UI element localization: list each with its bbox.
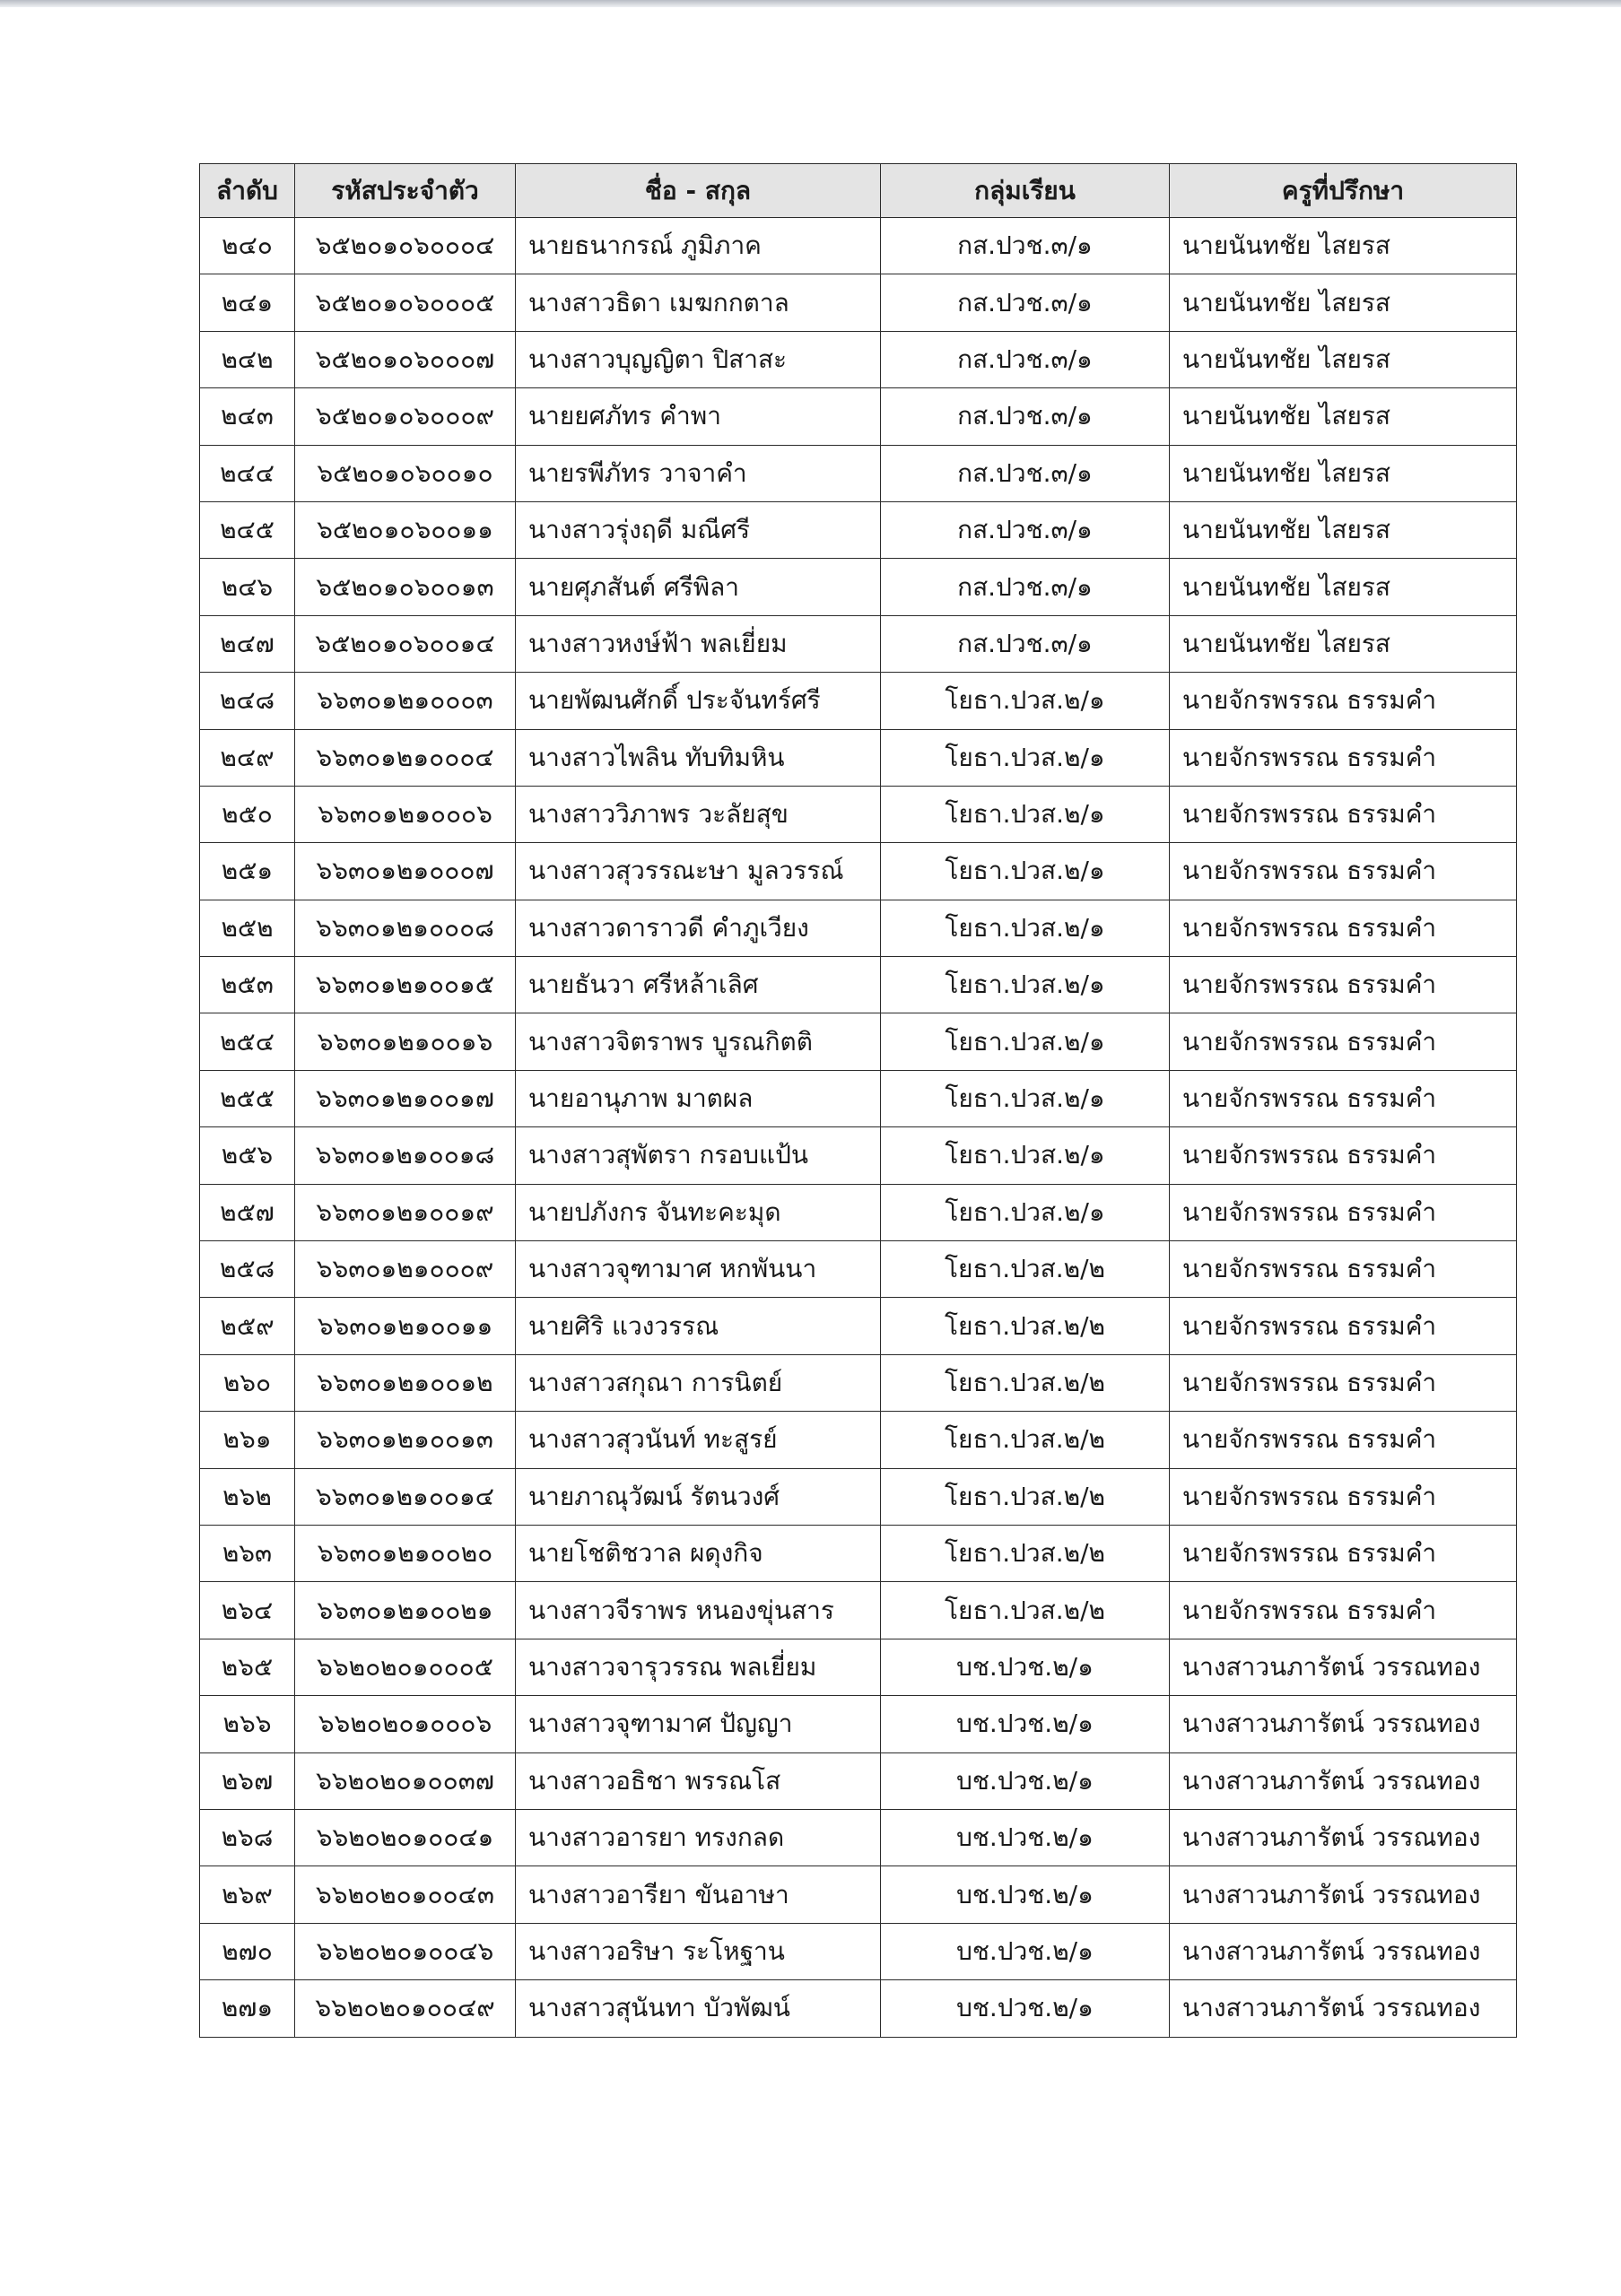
student-name-cell: นางสาวจีราพร หนองขุ่นสาร <box>516 1582 881 1639</box>
student-name-cell: นายยศภัทร คำพา <box>516 388 881 445</box>
scan-edge <box>0 0 1621 7</box>
class-group-cell: โยธา.ปวส.๒/๑ <box>881 900 1170 956</box>
student-id-cell: ๖๖๓๐๑๒๑๐๐๒๑ <box>295 1582 516 1639</box>
order-cell: ๒๕๙ <box>200 1298 295 1354</box>
student-id-cell: ๖๖๓๐๑๒๑๐๐๐๓ <box>295 673 516 729</box>
order-cell: ๒๔๓ <box>200 388 295 445</box>
order-cell: ๒๖๒ <box>200 1468 295 1525</box>
order-cell: ๒๔๑ <box>200 274 295 331</box>
class-group-cell: โยธา.ปวส.๒/๒ <box>881 1298 1170 1354</box>
header-class-group: กลุ่มเรียน <box>881 164 1170 218</box>
order-cell: ๒๔๐ <box>200 218 295 274</box>
class-group-cell: บช.ปวช.๒/๑ <box>881 1923 1170 1979</box>
class-group-cell: โยธา.ปวส.๒/๒ <box>881 1582 1170 1639</box>
student-name-cell: นางสาวหงษ์ฟ้า พลเยี่ยม <box>516 615 881 672</box>
advisor-cell: นายนันทชัย ไสยรส <box>1170 445 1517 501</box>
student-name-cell: นางสาวสุพัตรา กรอบแป้น <box>516 1127 881 1184</box>
student-name-cell: นายภาณุวัฒน์ รัตนวงศ์ <box>516 1468 881 1525</box>
order-cell: ๒๔๕ <box>200 501 295 558</box>
order-cell: ๒๔๘ <box>200 673 295 729</box>
advisor-cell: นายจักรพรรณ ธรรมคำ <box>1170 957 1517 1013</box>
student-id-cell: ๖๕๒๐๑๐๖๐๐๑๔ <box>295 615 516 672</box>
advisor-cell: นายจักรพรรณ ธรรมคำ <box>1170 786 1517 842</box>
student-id-cell: ๖๖๒๐๒๐๑๐๐๔๑ <box>295 1809 516 1866</box>
order-cell: ๒๖๕ <box>200 1639 295 1695</box>
student-name-cell: นายโชติชวาล ผดุงกิจ <box>516 1525 881 1581</box>
order-cell: ๒๕๓ <box>200 957 295 1013</box>
table-row <box>200 1184 1517 1240</box>
class-group-cell: โยธา.ปวส.๒/๑ <box>881 786 1170 842</box>
table-row <box>200 615 1517 672</box>
class-group-cell: โยธา.ปวส.๒/๑ <box>881 1184 1170 1240</box>
order-cell: ๒๕๑ <box>200 843 295 900</box>
student-name-cell: นางสาวจุฑามาศ หกพันนา <box>516 1241 881 1298</box>
class-group-cell: บช.ปวช.๒/๑ <box>881 1980 1170 2037</box>
table-row <box>200 1582 1517 1639</box>
advisor-cell: นายจักรพรรณ ธรรมคำ <box>1170 1070 1517 1126</box>
student-name-cell: นายปภังกร จันทะคะมุด <box>516 1184 881 1240</box>
advisor-cell: นายจักรพรรณ ธรรมคำ <box>1170 1525 1517 1581</box>
document-page <box>199 163 1516 2038</box>
class-group-cell: กส.ปวช.๓/๑ <box>881 331 1170 387</box>
advisor-cell: นายจักรพรรณ ธรรมคำ <box>1170 1468 1517 1525</box>
table-row <box>200 1866 1517 1923</box>
header-order: ลำดับ <box>200 164 295 218</box>
order-cell: ๒๖๐ <box>200 1354 295 1411</box>
table-row <box>200 1923 1517 1979</box>
student-id-cell: ๖๖๓๐๑๒๑๐๐๑๓ <box>295 1412 516 1468</box>
order-cell: ๒๖๖ <box>200 1696 295 1752</box>
student-name-cell: นางสาวอารียา ขันอาษา <box>516 1866 881 1923</box>
order-cell: ๒๕๐ <box>200 786 295 842</box>
student-id-cell: ๖๖๒๐๒๐๑๐๐๐๕ <box>295 1639 516 1695</box>
table-row <box>200 673 1517 729</box>
order-cell: ๒๖๗ <box>200 1752 295 1809</box>
table-row <box>200 843 1517 900</box>
advisor-cell: นายจักรพรรณ ธรรมคำ <box>1170 1298 1517 1354</box>
student-id-cell: ๖๖๓๐๑๒๑๐๐๑๔ <box>295 1468 516 1525</box>
student-name-cell: นางสาวอริษา ระโหฐาน <box>516 1923 881 1979</box>
class-group-cell: โยธา.ปวส.๒/๒ <box>881 1241 1170 1298</box>
table-row <box>200 331 1517 387</box>
class-group-cell: กส.ปวช.๓/๑ <box>881 615 1170 672</box>
order-cell: ๒๔๔ <box>200 445 295 501</box>
order-cell: ๒๕๒ <box>200 900 295 956</box>
student-name-cell: นางสาวอารยา ทรงกลด <box>516 1809 881 1866</box>
student-name-cell: นางสาวอธิชา พรรณโส <box>516 1752 881 1809</box>
table-row <box>200 1354 1517 1411</box>
advisor-cell: นางสาวนภารัตน์ วรรณทอง <box>1170 1809 1517 1866</box>
student-name-cell: นางสาวสกุณา การนิตย์ <box>516 1354 881 1411</box>
student-id-cell: ๖๖๓๐๑๒๑๐๐๒๐ <box>295 1525 516 1581</box>
table-row <box>200 786 1517 842</box>
class-group-cell: บช.ปวช.๒/๑ <box>881 1752 1170 1809</box>
order-cell: ๒๕๖ <box>200 1127 295 1184</box>
class-group-cell: โยธา.ปวส.๒/๑ <box>881 1127 1170 1184</box>
table-row <box>200 1127 1517 1184</box>
student-name-cell: นางสาวจุฑามาศ ปัญญา <box>516 1696 881 1752</box>
table-header-row <box>200 164 1517 218</box>
advisor-cell: นายนันทชัย ไสยรส <box>1170 331 1517 387</box>
advisor-cell: นายนันทชัย ไสยรส <box>1170 388 1517 445</box>
order-cell: ๒๔๗ <box>200 615 295 672</box>
advisor-cell: นายนันทชัย ไสยรส <box>1170 274 1517 331</box>
advisor-cell: นางสาวนภารัตน์ วรรณทอง <box>1170 1980 1517 2037</box>
class-group-cell: โยธา.ปวส.๒/๑ <box>881 843 1170 900</box>
advisor-cell: นายจักรพรรณ ธรรมคำ <box>1170 1184 1517 1240</box>
table-row <box>200 1525 1517 1581</box>
advisor-cell: นายนันทชัย ไสยรส <box>1170 559 1517 615</box>
student-id-cell: ๖๖๓๐๑๒๑๐๐๐๔ <box>295 729 516 786</box>
order-cell: ๒๖๑ <box>200 1412 295 1468</box>
student-name-cell: นายศุภสันต์ ศรีพิลา <box>516 559 881 615</box>
student-id-cell: ๖๖๒๐๒๐๑๐๐๔๖ <box>295 1923 516 1979</box>
order-cell: ๒๗๐ <box>200 1923 295 1979</box>
student-id-cell: ๖๖๒๐๒๐๑๐๐๔๙ <box>295 1980 516 2037</box>
student-id-cell: ๖๖๓๐๑๒๑๐๐๑๘ <box>295 1127 516 1184</box>
student-id-cell: ๖๖๓๐๑๒๑๐๐๐๗ <box>295 843 516 900</box>
class-group-cell: กส.ปวช.๓/๑ <box>881 218 1170 274</box>
student-name-cell: นางสาววิภาพร วะลัยสุข <box>516 786 881 842</box>
table-row <box>200 900 1517 956</box>
header-student-id: รหัสประจำตัว <box>295 164 516 218</box>
student-id-cell: ๖๖๒๐๒๐๑๐๐๓๗ <box>295 1752 516 1809</box>
student-name-cell: นางสาวดาราวดี คำภูเวียง <box>516 900 881 956</box>
order-cell: ๒๔๖ <box>200 559 295 615</box>
order-cell: ๒๕๔ <box>200 1013 295 1070</box>
student-name-cell: นายพัฒนศักดิ์ ประจันทร์ศรี <box>516 673 881 729</box>
class-group-cell: บช.ปวช.๒/๑ <box>881 1809 1170 1866</box>
header-full-name: ชื่อ - สกุล <box>516 164 881 218</box>
header-advisor: ครูที่ปรึกษา <box>1170 164 1517 218</box>
student-id-cell: ๖๖๓๐๑๒๑๐๐๐๘ <box>295 900 516 956</box>
table-row <box>200 1752 1517 1809</box>
student-id-cell: ๖๕๒๐๑๐๖๐๐๑๐ <box>295 445 516 501</box>
table-row <box>200 1696 1517 1752</box>
student-name-cell: นายศิริ แวงวรรณ <box>516 1298 881 1354</box>
student-name-cell: นางสาวจารุวรรณ พลเยี่ยม <box>516 1639 881 1695</box>
student-id-cell: ๖๖๓๐๑๒๑๐๐๑๒ <box>295 1354 516 1411</box>
class-group-cell: โยธา.ปวส.๒/๑ <box>881 1070 1170 1126</box>
advisor-cell: นางสาวนภารัตน์ วรรณทอง <box>1170 1696 1517 1752</box>
order-cell: ๒๖๘ <box>200 1809 295 1866</box>
student-name-cell: นายอานุภาพ มาตผล <box>516 1070 881 1126</box>
table-row <box>200 1013 1517 1070</box>
student-id-cell: ๖๖๓๐๑๒๑๐๐๐๙ <box>295 1241 516 1298</box>
class-group-cell: กส.ปวช.๓/๑ <box>881 445 1170 501</box>
class-group-cell: โยธา.ปวส.๒/๑ <box>881 673 1170 729</box>
class-group-cell: โยธา.ปวส.๒/๒ <box>881 1412 1170 1468</box>
advisor-cell: นายนันทชัย ไสยรส <box>1170 218 1517 274</box>
table-row <box>200 1468 1517 1525</box>
order-cell: ๒๕๗ <box>200 1184 295 1240</box>
student-id-cell: ๖๕๒๐๑๐๖๐๐๑๓ <box>295 559 516 615</box>
student-advisor-table <box>199 163 1517 2038</box>
student-id-cell: ๖๕๒๐๑๐๖๐๐๐๕ <box>295 274 516 331</box>
class-group-cell: กส.ปวช.๓/๑ <box>881 559 1170 615</box>
advisor-cell: นายจักรพรรณ ธรรมคำ <box>1170 1127 1517 1184</box>
order-cell: ๒๕๘ <box>200 1241 295 1298</box>
order-cell: ๒๗๑ <box>200 1980 295 2037</box>
advisor-cell: นายจักรพรรณ ธรรมคำ <box>1170 1412 1517 1468</box>
table-row <box>200 501 1517 558</box>
advisor-cell: นางสาวนภารัตน์ วรรณทอง <box>1170 1923 1517 1979</box>
order-cell: ๒๖๓ <box>200 1525 295 1581</box>
student-name-cell: นายธนากรณ์ ภูมิภาค <box>516 218 881 274</box>
advisor-cell: นายจักรพรรณ ธรรมคำ <box>1170 1241 1517 1298</box>
student-name-cell: นางสาวไพลิน ทับทิมหิน <box>516 729 881 786</box>
class-group-cell: บช.ปวช.๒/๑ <box>881 1866 1170 1923</box>
class-group-cell: โยธา.ปวส.๒/๒ <box>881 1354 1170 1411</box>
class-group-cell: กส.ปวช.๓/๑ <box>881 388 1170 445</box>
order-cell: ๒๔๒ <box>200 331 295 387</box>
student-name-cell: นางสาวจิตราพร บูรณกิตติ <box>516 1013 881 1070</box>
advisor-cell: นายจักรพรรณ ธรรมคำ <box>1170 1582 1517 1639</box>
advisor-cell: นายจักรพรรณ ธรรมคำ <box>1170 1354 1517 1411</box>
student-name-cell: นายรพีภัทร วาจาคำ <box>516 445 881 501</box>
class-group-cell: โยธา.ปวส.๒/๒ <box>881 1525 1170 1581</box>
student-id-cell: ๖๖๓๐๑๒๑๐๐๑๗ <box>295 1070 516 1126</box>
advisor-cell: นางสาวนภารัตน์ วรรณทอง <box>1170 1866 1517 1923</box>
table-row <box>200 1070 1517 1126</box>
advisor-cell: นายจักรพรรณ ธรรมคำ <box>1170 673 1517 729</box>
class-group-cell: กส.ปวช.๓/๑ <box>881 501 1170 558</box>
class-group-cell: โยธา.ปวส.๒/๑ <box>881 1013 1170 1070</box>
table-body <box>200 218 1517 2038</box>
student-name-cell: นางสาวบุญญิตา ปิสาสะ <box>516 331 881 387</box>
advisor-cell: นายจักรพรรณ ธรรมคำ <box>1170 843 1517 900</box>
table-row <box>200 1809 1517 1866</box>
table-row <box>200 1412 1517 1468</box>
advisor-cell: นายนันทชัย ไสยรส <box>1170 615 1517 672</box>
student-id-cell: ๖๖๓๐๑๒๑๐๐๑๖ <box>295 1013 516 1070</box>
order-cell: ๒๔๙ <box>200 729 295 786</box>
table-row <box>200 1298 1517 1354</box>
table-row <box>200 729 1517 786</box>
student-name-cell: นายธันวา ศรีหล้าเลิศ <box>516 957 881 1013</box>
class-group-cell: บช.ปวช.๒/๑ <box>881 1696 1170 1752</box>
student-id-cell: ๖๖๓๐๑๒๑๐๐๑๕ <box>295 957 516 1013</box>
student-id-cell: ๖๕๒๐๑๐๖๐๐๐๔ <box>295 218 516 274</box>
student-id-cell: ๖๕๒๐๑๐๖๐๐๐๗ <box>295 331 516 387</box>
student-name-cell: นางสาวสุวนันท์ ทะสูรย์ <box>516 1412 881 1468</box>
table-row <box>200 274 1517 331</box>
advisor-cell: นายนันทชัย ไสยรส <box>1170 501 1517 558</box>
advisor-cell: นายจักรพรรณ ธรรมคำ <box>1170 900 1517 956</box>
table-row <box>200 1241 1517 1298</box>
student-id-cell: ๖๕๒๐๑๐๖๐๐๑๑ <box>295 501 516 558</box>
advisor-cell: นางสาวนภารัตน์ วรรณทอง <box>1170 1639 1517 1695</box>
student-name-cell: นางสาวรุ่งฤดี มณีศรี <box>516 501 881 558</box>
class-group-cell: โยธา.ปวส.๒/๑ <box>881 957 1170 1013</box>
student-name-cell: นางสาวธิดา เมฆกกตาล <box>516 274 881 331</box>
advisor-cell: นายจักรพรรณ ธรรมคำ <box>1170 729 1517 786</box>
table-row <box>200 559 1517 615</box>
order-cell: ๒๖๙ <box>200 1866 295 1923</box>
class-group-cell: กส.ปวช.๓/๑ <box>881 274 1170 331</box>
student-id-cell: ๖๖๒๐๒๐๑๐๐๐๖ <box>295 1696 516 1752</box>
order-cell: ๒๖๔ <box>200 1582 295 1639</box>
table-row <box>200 218 1517 274</box>
table-row <box>200 388 1517 445</box>
student-name-cell: นางสาวสุวรรณะษา มูลวรรณ์ <box>516 843 881 900</box>
class-group-cell: บช.ปวช.๒/๑ <box>881 1639 1170 1695</box>
order-cell: ๒๕๕ <box>200 1070 295 1126</box>
student-id-cell: ๖๕๒๐๑๐๖๐๐๐๙ <box>295 388 516 445</box>
student-name-cell: นางสาวสุนันทา บัวพัฒน์ <box>516 1980 881 2037</box>
class-group-cell: โยธา.ปวส.๒/๑ <box>881 729 1170 786</box>
advisor-cell: นางสาวนภารัตน์ วรรณทอง <box>1170 1752 1517 1809</box>
advisor-cell: นายจักรพรรณ ธรรมคำ <box>1170 1013 1517 1070</box>
student-id-cell: ๖๖๓๐๑๒๑๐๐๑๙ <box>295 1184 516 1240</box>
table-row <box>200 1980 1517 2037</box>
table-row <box>200 1639 1517 1695</box>
student-id-cell: ๖๖๒๐๒๐๑๐๐๔๓ <box>295 1866 516 1923</box>
table-row <box>200 957 1517 1013</box>
table-row <box>200 445 1517 501</box>
student-id-cell: ๖๖๓๐๑๒๑๐๐๑๑ <box>295 1298 516 1354</box>
student-id-cell: ๖๖๓๐๑๒๑๐๐๐๖ <box>295 786 516 842</box>
class-group-cell: โยธา.ปวส.๒/๒ <box>881 1468 1170 1525</box>
